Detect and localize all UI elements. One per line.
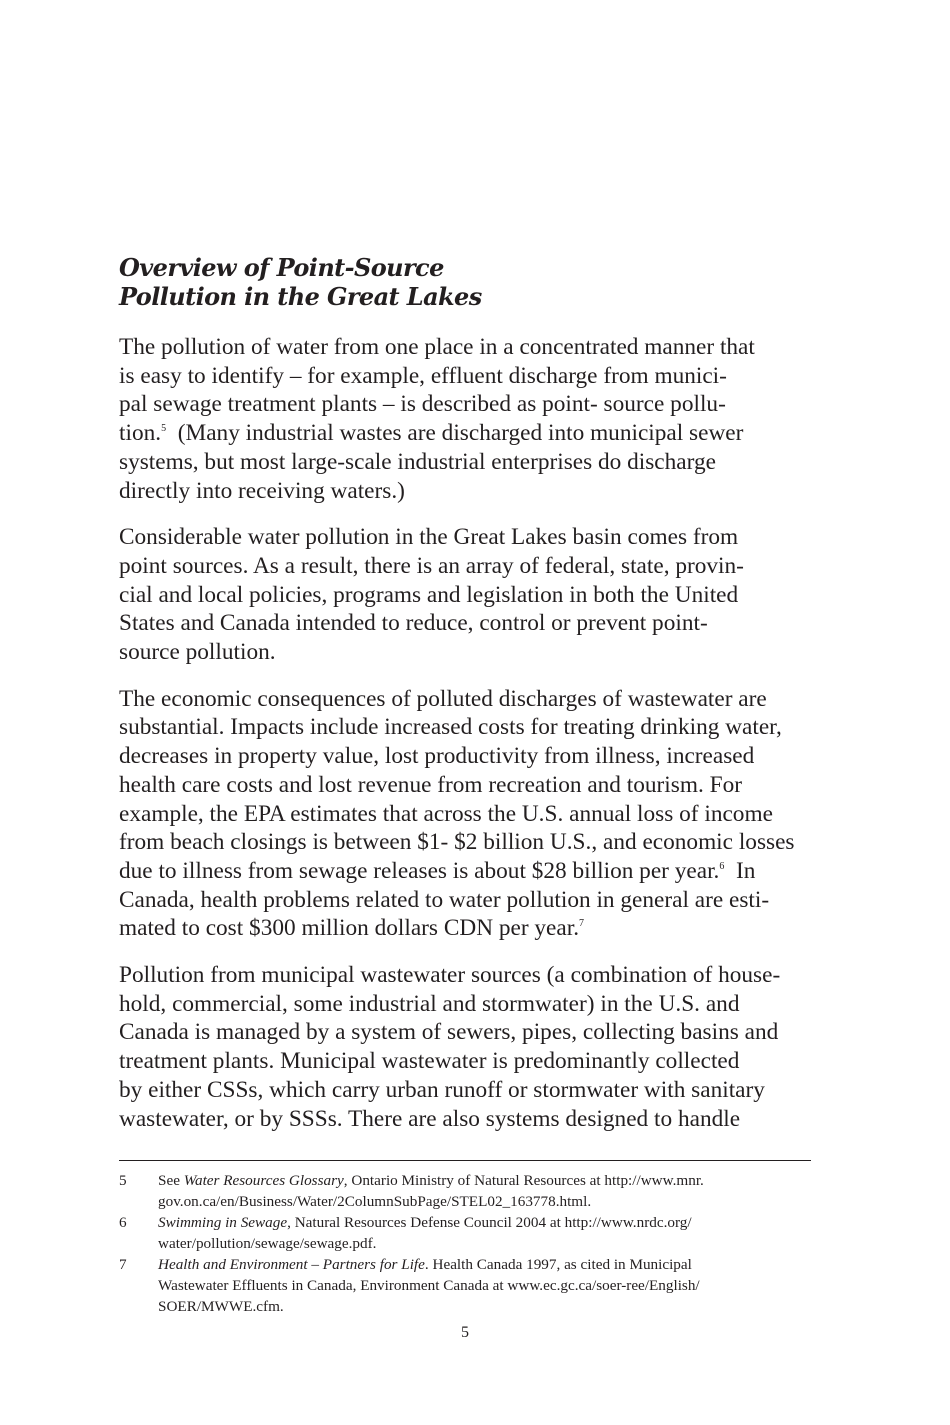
text-line: The pollution of water from one place in a concentrated manner that bbox=[119, 334, 755, 360]
footnote-divider bbox=[119, 1160, 811, 1161]
text-fragment: . Health Canada 1997, as cited in Municipal bbox=[424, 1256, 692, 1273]
text-line bbox=[119, 914, 819, 943]
text-fragment: See bbox=[158, 1172, 184, 1189]
footnote-link-line[interactable]: water/pollution/sewage/sewage.pdf. bbox=[158, 1235, 377, 1252]
text-line: Pollution from municipal wastewater sources (a combination of house- bbox=[119, 962, 781, 989]
footnote-source-title: Swimming in Sewage bbox=[158, 1214, 288, 1231]
text-line: treatment plants. Municipal wastewater is predominantly collected bbox=[119, 1048, 740, 1075]
footnote-number: 7 bbox=[119, 1256, 127, 1273]
footnote-ref-5[interactable]: 5 bbox=[161, 423, 167, 435]
text-fragment: , Natural Resources Defense Council 2004 at http://www.nrdc.org/ bbox=[287, 1214, 692, 1231]
text-line: is easy to identify – for example, effluent discharge from munici- bbox=[119, 362, 727, 389]
text-line: Considerable water pollution in the Great Lakes basin comes from bbox=[119, 524, 739, 551]
text-fragment: due to illness from sewage releases is about $28 billion per year. bbox=[119, 857, 720, 884]
text-line: Canada is managed by a system of sewers, pipes, collecting basins and bbox=[119, 1019, 779, 1046]
section-heading-line: Overview of Point-Source bbox=[119, 253, 444, 282]
footnote-source-title: Water Resources Glossary bbox=[183, 1172, 344, 1189]
text-line bbox=[119, 419, 819, 448]
text-line: States and Canada intended to reduce, control or prevent point- bbox=[119, 610, 708, 637]
page-number: 5 bbox=[461, 1324, 469, 1341]
text-line: by either CSSs, which carry urban runoff or stormwater with sanitary bbox=[119, 1076, 765, 1103]
text-fragment: mated to cost $300 million dollars CDN per year. bbox=[119, 915, 580, 942]
text-fragment: In bbox=[724, 857, 756, 884]
footnote-line bbox=[158, 1170, 819, 1191]
text-line: The economic consequences of polluted discharges of wastewater are bbox=[119, 685, 767, 712]
text-line bbox=[119, 857, 819, 886]
text-fragment: (Many industrial wastes are discharged into municipal sewer bbox=[166, 420, 744, 447]
footnote-6 bbox=[119, 1212, 819, 1254]
text-line: health care costs and lost revenue from recreation and tourism. For bbox=[119, 771, 742, 798]
text-line: point sources. As a result, there is an array of federal, state, provin- bbox=[119, 552, 744, 579]
paragraph-point-sources bbox=[119, 523, 819, 667]
section-heading-line: Pollution in the Great Lakes bbox=[119, 282, 482, 311]
footnote-ref-6[interactable]: 6 bbox=[719, 860, 725, 872]
footnote-ref-7[interactable]: 7 bbox=[579, 918, 585, 930]
footnote-number: 6 bbox=[119, 1214, 127, 1231]
footnotes bbox=[119, 1170, 819, 1317]
footnote-number: 5 bbox=[119, 1172, 127, 1189]
text-line: example, the EPA estimates that across the U.S. annual loss of income bbox=[119, 800, 773, 827]
paragraph-economic-consequences bbox=[119, 685, 819, 943]
text-line: decreases in property value, lost productivity from illness, increased bbox=[119, 743, 755, 770]
text-line: pal sewage treatment plants – is described as point- source pollu- bbox=[119, 391, 726, 418]
footnote-source-title: Health and Environment – Partners for Life bbox=[158, 1256, 425, 1273]
footnote-7 bbox=[119, 1254, 819, 1317]
footnote-line bbox=[158, 1254, 819, 1275]
footnote-5 bbox=[119, 1170, 819, 1212]
text-line: directly into receiving waters.) bbox=[119, 477, 405, 504]
text-line: from beach closings is between $1- $2 billion U.S., and economic losses bbox=[119, 829, 795, 856]
footnote-link-line[interactable]: SOER/MWWE.cfm. bbox=[158, 1298, 284, 1315]
section-heading bbox=[119, 253, 819, 311]
text-fragment: tion. bbox=[119, 420, 162, 447]
footnote-line bbox=[158, 1212, 819, 1233]
footnote-link-line[interactable]: gov.on.ca/en/Business/Water/2ColumnSubPage/STEL02_163778.html. bbox=[158, 1193, 592, 1210]
paragraph-municipal-wastewater bbox=[119, 961, 819, 1133]
text-line: hold, commercial, some industrial and stormwater) in the U.S. and bbox=[119, 990, 740, 1017]
body-text bbox=[119, 333, 819, 1151]
text-line: substantial. Impacts include increased costs for treating drinking water, bbox=[119, 714, 782, 741]
text-line: Canada, health problems related to water pollution in general are esti- bbox=[119, 886, 770, 913]
paragraph-point-source-definition bbox=[119, 333, 819, 505]
document-page bbox=[119, 0, 819, 1425]
text-line: systems, but most large-scale industrial enterprises do discharge bbox=[119, 448, 716, 475]
text-line: wastewater, or by SSSs. There are also systems designed to handle bbox=[119, 1105, 741, 1132]
text-line: source pollution. bbox=[119, 639, 276, 666]
text-fragment: , Ontario Ministry of Natural Resources at http://www.mnr. bbox=[343, 1172, 704, 1189]
text-line: cial and local policies, programs and legislation in both the United bbox=[119, 581, 739, 608]
footnote-line: Wastewater Effluents in Canada, Environment Canada at www.ec.gc.ca/soer-ree/English/ bbox=[158, 1277, 700, 1294]
